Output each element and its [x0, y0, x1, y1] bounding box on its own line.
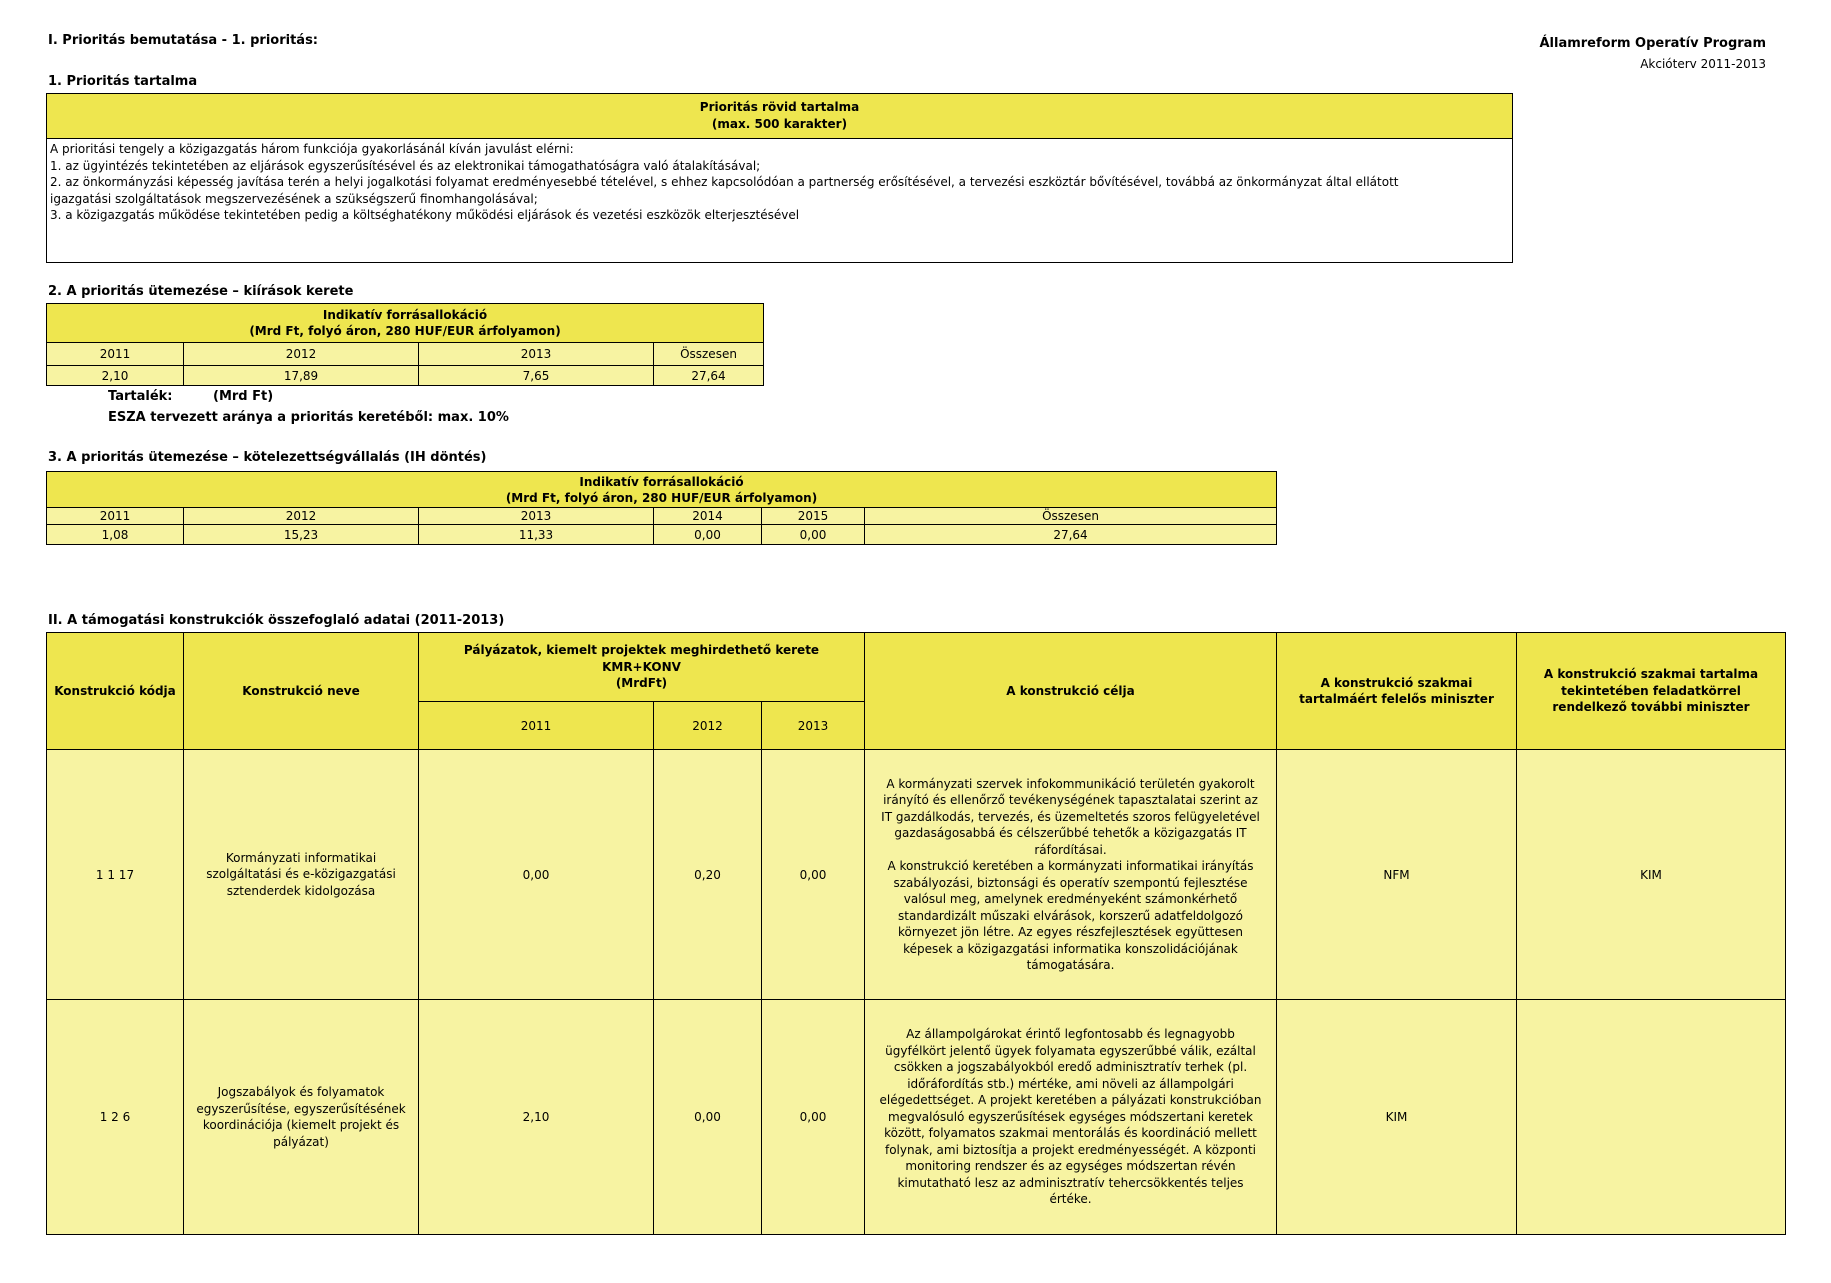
allocation-table-calls: [46, 303, 764, 386]
goal-line: gazdaságosabbá és célszerűbbé tehetők a közigazgatás IT: [894, 826, 1247, 840]
allocation-header: [47, 304, 764, 343]
priority-line: 3. a közigazgatás működése tekintetében pedig a költséghatékony működési eljárások és vezetési eszközök elterjesztésével: [50, 208, 800, 222]
construction-code: 1 1 17: [47, 750, 184, 1000]
header-code: Konstrukció kódja: [47, 633, 184, 750]
priority-line: igazgatási szolgáltatások megszervezésének a szükségszerű finomhangolásával;: [50, 191, 538, 206]
value-2014: 0,00: [654, 525, 762, 545]
table-row: [47, 750, 1786, 1000]
plan-subtitle: Akcióterv 2011-2013: [1640, 57, 1766, 71]
header-frame-line1: Pályázatok, kiemelt projektek meghirdethető kerete: [463, 643, 820, 658]
header-minister-line1: A konstrukció szakmai: [1320, 676, 1473, 690]
goal-line: ráfordításai.: [1034, 842, 1107, 857]
name-line: szolgáltatási és e-közigazgatási: [206, 867, 396, 882]
construction-goal: [865, 750, 1277, 1000]
section2-heading: 2. A prioritás ütemezése – kiírások kerete: [48, 284, 354, 299]
value-2015: 0,00: [762, 525, 865, 545]
goal-line: A kormányzati szervek infokommunikáció területén gyakorolt: [886, 776, 1255, 791]
value-total: 27,64: [865, 525, 1277, 545]
priority-line: 1. az ügyintézés tekintetében az eljárások egyszerűsítésével és az elektronikai támogathatóságra való átalakításával;: [50, 158, 761, 173]
goal-line: képesek a közigazgatási informatika konszolidációjának: [903, 941, 1238, 956]
priority-line: 2. az önkormányzási képesség javítása terén a helyi jogalkotási folyamat eredményesebbé tételével, s ehhez kapcsolódóan a partnerség erősítésével, a tervezési eszköztár bővítésével, továbbá az önkormányzat által ellátott: [50, 175, 1399, 189]
header-minister-line2: tartalmáért felelős miniszter: [1299, 692, 1494, 706]
allocation-header-line1: Indikatív forrásallokáció: [322, 308, 488, 322]
other-minister: KIM: [1517, 750, 1786, 1000]
header-other-line3: rendelkező további miniszter: [1552, 700, 1750, 715]
value-total: 27,64: [654, 366, 764, 386]
goal-line: standardizált műszaki elvárások, korszerű adatfeldolgozó: [898, 908, 1243, 923]
col-total: Összesen: [654, 343, 764, 366]
name-line: Kormányzati informatikai: [225, 850, 377, 865]
header-year-2011: 2011: [419, 702, 654, 750]
construction-code: 1 2 6: [47, 1000, 184, 1235]
commitment-header-line1: Indikatív forrásallokáció: [579, 474, 744, 489]
frame-2013: 0,00: [762, 750, 865, 1000]
table-row: [47, 1000, 1786, 1235]
name-line: Jogszabályok és folyamatok: [217, 1085, 385, 1099]
frame-2011: 0,00: [419, 750, 654, 1000]
frame-2012: 0,20: [654, 750, 762, 1000]
header-other-minister: [1517, 633, 1786, 750]
col-2013: 2013: [419, 343, 654, 366]
header-other-line1: A konstrukció szakmai tartalma: [1543, 667, 1759, 682]
allocation-header-line2: (Mrd Ft, folyó áron, 280 HUF/EUR árfolyamon): [249, 324, 561, 338]
frame-2012: 0,00: [654, 1000, 762, 1235]
goal-line: időráfordítás stb.) mértéke, ami növeli az állampolgári: [907, 1076, 1234, 1091]
goal-line: megvalósuló egyszerűsítések egységes módszertani keretek: [888, 1109, 1253, 1124]
header-minister: [1277, 633, 1517, 750]
goal-line: IT gazdálkodás, tervezés, és üzemeltetés szoros felügyeletével: [881, 809, 1260, 824]
section1-title: I. Prioritás bemutatása - 1. prioritás:: [48, 33, 319, 48]
construction-goal: [865, 1000, 1277, 1235]
col-2015: 2015: [762, 508, 865, 525]
name-line: koordinációja (kiemelt projekt és: [202, 1118, 400, 1132]
header-frame-line2: KMR+KONV: [602, 659, 681, 674]
value-2011: 1,08: [47, 525, 184, 545]
col-2011: 2011: [47, 343, 184, 366]
value-2012: 15,23: [184, 525, 419, 545]
section1-heading: 1. Prioritás tartalma: [48, 74, 198, 89]
header-year-2012: 2012: [654, 702, 762, 750]
goal-line: Az állampolgárokat érintő legfontosabb és legnagyobb: [906, 1027, 1235, 1042]
goal-line: monitoring rendszer és az egységes módszertan révén: [905, 1159, 1236, 1174]
goal-line: ügyfélkört jelentő ügyek folyamata egyszerűbbé válik, ezáltal: [885, 1043, 1256, 1058]
other-minister: [1517, 1000, 1786, 1235]
goal-line: környezet jön létre. Az egyes részfejlesztések együttesen: [898, 925, 1243, 939]
goal-line: kimutatható lesz az adminisztratív tehercsökkentés teljes: [897, 1175, 1244, 1190]
goal-line: irányító és ellenőrző tevékenységének tapasztalatai szerint az: [883, 793, 1258, 807]
goal-line: valósul meg, amelynek eredményeként számonkérhető: [903, 892, 1238, 906]
reserve-unit: (Mrd Ft): [213, 389, 274, 404]
responsible-minister: KIM: [1277, 1000, 1517, 1235]
section3-heading: 3. A prioritás ütemezése – kötelezettségvállalás (IH döntés): [48, 450, 487, 465]
responsible-minister: NFM: [1277, 750, 1517, 1000]
goal-line: értéke.: [1049, 1192, 1092, 1207]
header-name: Konstrukció neve: [184, 633, 419, 750]
construction-name: [184, 1000, 419, 1235]
frame-2013: 0,00: [762, 1000, 865, 1235]
value-2013: 7,65: [419, 366, 654, 386]
priority-content-body: [47, 139, 1513, 263]
esza-note: ESZA tervezett aránya a prioritás keretéből: max. 10%: [108, 410, 509, 425]
reserve-label: Tartalék:: [108, 389, 173, 404]
program-title: Államreform Operatív Program: [1539, 36, 1766, 51]
header-other-line2: tekintetében feladatkörrel: [1561, 683, 1741, 698]
header-goal: A konstrukció célja: [865, 633, 1277, 750]
goal-line: folynak, ami biztosítja a projekt eredményességét. A központi: [884, 1142, 1257, 1157]
construction-name: [184, 750, 419, 1000]
header-frame: [419, 633, 865, 702]
col-2013: 2013: [419, 508, 654, 525]
priority-content-header: [47, 94, 1513, 139]
name-line: pályázat): [273, 1134, 329, 1149]
allocation-table-commitment: [46, 471, 1277, 545]
col-2011: 2011: [47, 508, 184, 525]
frame-2011: 2,10: [419, 1000, 654, 1235]
priority-line: A prioritási tengely a közigazgatás három funkciója gyakorlásánál kíván javulást elérni:: [50, 142, 574, 156]
value-2011: 2,10: [47, 366, 184, 386]
header-frame-line3: (MrdFt): [615, 676, 668, 691]
goal-line: elégedettséget. A projekt keretében a pályázati konstrukcióban: [879, 1093, 1262, 1108]
goal-line: csökken a jogszabályokból eredő adminisztratív terhek (pl.: [893, 1060, 1248, 1075]
col-2012: 2012: [184, 343, 419, 366]
priority-content-table: [46, 93, 1513, 263]
commitment-header-line2: (Mrd Ft, folyó áron, 280 HUF/EUR árfolyamon): [505, 490, 818, 505]
goal-line: között, folyamatos szakmai mentorálás és koordináció mellett: [884, 1126, 1257, 1141]
priority-header-line2: (max. 500 karakter): [711, 117, 848, 131]
goal-line: szabályozási, biztonsági és operatív szempontú fejlesztése: [893, 875, 1248, 890]
commitment-header: [47, 472, 1277, 508]
value-2013: 11,33: [419, 525, 654, 545]
value-2012: 17,89: [184, 366, 419, 386]
header-year-2013: 2013: [762, 702, 865, 750]
section4-heading: II. A támogatási konstrukciók összefoglaló adatai (2011-2013): [48, 613, 505, 628]
col-2014: 2014: [654, 508, 762, 525]
constructions-table: [46, 632, 1786, 1235]
col-total: Összesen: [865, 508, 1277, 525]
priority-header-line1: Prioritás rövid tartalma: [699, 100, 860, 114]
goal-line: A konstrukció keretében a kormányzati informatikai irányítás: [887, 859, 1254, 873]
name-line: egyszerűsítése, egyszerűsítésének: [196, 1101, 406, 1116]
col-2012: 2012: [184, 508, 419, 525]
name-line: sztenderdek kidolgozása: [226, 883, 376, 898]
goal-line: támogatására.: [1026, 958, 1115, 972]
